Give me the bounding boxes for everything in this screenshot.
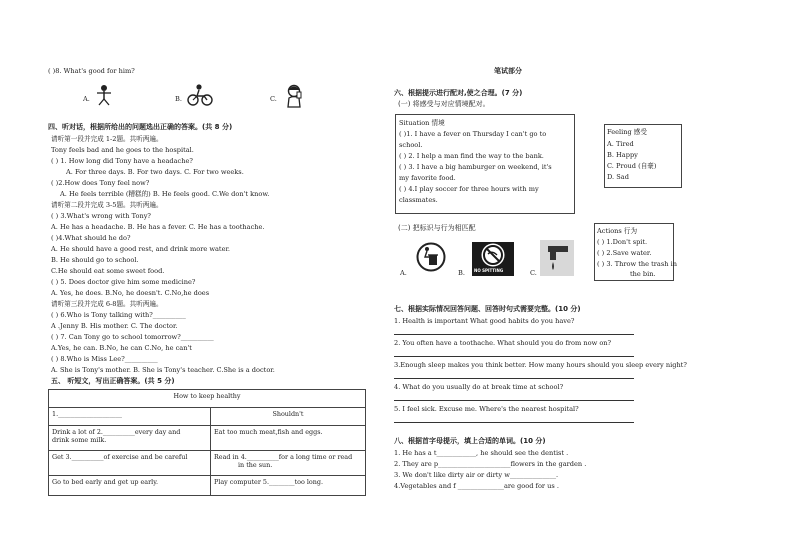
trash-bin-sign-icon <box>416 242 446 272</box>
sign-b-label: B. <box>458 269 465 277</box>
question-1: ( ) 1. How long did Tony have a headache? <box>51 157 193 165</box>
section-4-intro-3: 请听第三段并完成 6-8题。共听两遍。 <box>51 300 163 308</box>
section-6-sub-1: (一) 将感受与对应情境配对。 <box>398 100 490 108</box>
q8-option-b-label: B. <box>175 95 182 103</box>
question-4-option-c: C.He should eat some sweet food. <box>51 267 165 275</box>
situation-3-cont: my favorite food. <box>399 174 456 182</box>
table-cell-r1c1: 1.____________________ <box>49 408 211 426</box>
table-title: How to keep healthy <box>49 390 366 408</box>
section-8-q1: 1. He has a t____________, he should see the dentist . <box>394 449 569 457</box>
written-part-title: 笔试部分 <box>494 67 522 75</box>
actions-title: Actions 行为 <box>597 227 638 235</box>
section-7-q3: 3.Enough sleep makes you think better. How many hours should you sleep every night? <box>394 361 687 369</box>
action-1: ( ) 1.Don't spit. <box>597 238 648 246</box>
answer-line-2[interactable] <box>394 356 634 357</box>
question-7: ( ) 7. Can Tony go to school tomorrow?__________ <box>51 333 214 341</box>
feeling-d: D. Sad <box>607 173 629 181</box>
bicycle-rider-icon <box>186 84 214 106</box>
stretching-person-icon <box>94 84 114 106</box>
water-tap-sign-icon <box>540 240 574 276</box>
section-7-title: 七、根据实际情况回答问题、回答时句式需要完整。(10 分) <box>394 305 581 313</box>
table-cell-r1c2: Shouldn't <box>211 408 366 426</box>
question-4-option-b: B. He should go to school. <box>51 256 139 264</box>
section-5-title: 五、 听短文，写出正确答案。(共 5 分) <box>51 377 175 385</box>
action-3: ( ) 3. Throw the trash in <box>597 260 677 268</box>
section-8-title: 八、根据首字母提示，填上合适的单词。(10 分) <box>394 437 546 445</box>
answer-line-5[interactable] <box>394 422 634 423</box>
feeling-a: A. Tired <box>607 140 634 148</box>
no-spitting-caption: NO SPITTING <box>474 268 504 273</box>
question-8-options: A. She is Tony's mother. B. She is Tony's teacher. C.She is a doctor. <box>51 366 275 374</box>
child-drinking-icon <box>284 84 304 108</box>
table-cell-r3c2: Read in 4.__________for a long time or read in the sun. <box>211 451 366 476</box>
section-6-sub-2: (二) 把标识与行为相匹配 <box>398 224 476 232</box>
question-1-options: A. For three days. B. For two days. C. For two weeks. <box>66 168 244 176</box>
question-4: ( )4.What should he do? <box>51 234 131 242</box>
question-5-options: A. Yes, he does. B.No, he doesn't. C.No,he does <box>51 289 210 297</box>
table-cell-r2c1: Drink a lot of 2.__________every day and drink some milk. <box>49 426 211 451</box>
q8-option-c-label: C. <box>270 95 277 103</box>
situation-1-cont: school. <box>399 141 423 149</box>
section-4-intro-2: 请听第二段并完成 3-5题。共听两遍。 <box>51 201 163 209</box>
section-7-q5: 5. I feel sick. Excuse me. Where's the nearest hospital? <box>394 405 579 413</box>
health-table <box>48 389 366 496</box>
action-2: ( ) 2.Save water. <box>597 249 652 257</box>
question-6: ( ) 6.Who is Tony talking with?__________ <box>51 311 186 319</box>
situation-1: ( )1. I have a fever on Thursday I can't go to <box>399 130 547 138</box>
question-3: ( ) 3.What's wrong with Tony? <box>51 212 151 220</box>
section-4-story: Tony feels bad and he goes to the hospital. <box>51 146 194 154</box>
answer-line-4[interactable] <box>394 400 634 401</box>
question-8: ( ) 8.Who is Miss Lee?__________ <box>51 355 158 363</box>
section-8-q3: 3. We don't like dirty air or dirty w______________. <box>394 471 559 479</box>
situation-title: Situation 情境 <box>399 119 445 127</box>
sign-a-label: A. <box>400 269 407 277</box>
section-8-q4: 4.Vegetables and f ______________are good for us . <box>394 482 559 490</box>
situation-3: ( ) 3. I have a big hamburger on weekend, it's <box>399 163 552 171</box>
question-5: ( ) 5. Does doctor give him some medicine? <box>51 278 196 286</box>
feeling-c: C. Proud (自豪) <box>607 162 657 170</box>
section-6-title: 六、根据提示进行配对,使之合理。(7 分) <box>394 89 523 97</box>
question-2-options: A. He feels terrible (糟糕的) B. He feels good. C.We don't know. <box>60 190 270 198</box>
question-2: ( )2.How does Tony feel now? <box>51 179 150 187</box>
question-4-option-a: A. He should have a good rest, and drink more water. <box>51 245 230 253</box>
section-7-q2: 2. You often have a toothache. What should you do from now on? <box>394 339 612 347</box>
table-cell-r4c1: Go to bed early and get up early. <box>49 476 211 496</box>
question-7-options: A.Yes, he can. B.No, he can C.No, he can't <box>51 344 192 352</box>
answer-line-1[interactable] <box>394 334 634 335</box>
table-cell-r4c2: Play computer 5.________too long. <box>211 476 366 496</box>
table-cell-r2c2: Eat too much meat,fish and eggs. <box>211 426 366 451</box>
section-4-intro-1: 请听第一段并完成 1-2题。共听两遍。 <box>51 135 163 143</box>
sign-c-label: C. <box>530 269 537 277</box>
table-cell-r3c1: Get 3.__________of exercise and be careful <box>49 451 211 476</box>
feeling-b: B. Happy <box>607 151 638 159</box>
section-7-q4: 4. What do you usually do at break time at school? <box>394 383 564 391</box>
q8-listening: ( )8. What's good for him? <box>48 67 135 75</box>
action-3-cont: the bin. <box>630 270 656 278</box>
question-6-options: A .Jenny B. His mother. C. The doctor. <box>51 322 178 330</box>
section-8-q2: 2. They are p______________________flowers in the garden . <box>394 460 587 468</box>
situation-2: ( ) 2. I help a man find the way to the bank. <box>399 152 544 160</box>
q8-option-a-label: A. <box>83 95 90 103</box>
question-3-options: A. He has a headache. B. He has a fever. C. He has a toothache. <box>51 223 265 231</box>
feeling-title: Feeling 感受 <box>607 128 647 136</box>
situation-4: ( ) 4.I play soccer for three hours with my <box>399 185 539 193</box>
answer-line-3[interactable] <box>394 378 634 379</box>
section-7-q1: 1. Health is important What good habits do you have? <box>394 317 575 325</box>
situation-4-cont: classmates. <box>399 196 438 204</box>
section-4-title: 四、听对话，根据所给出的问题选出正确的答案。(共 8 分) <box>48 123 233 131</box>
